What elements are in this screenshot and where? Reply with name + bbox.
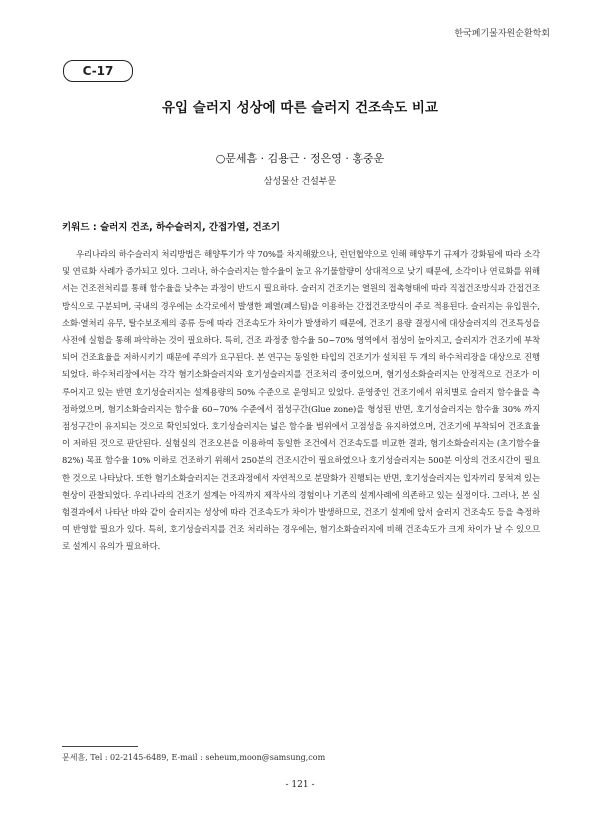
page-number: - 121 - — [285, 780, 315, 790]
author-list: ○문세흠 · 김용근 · 정은영 · 홍중운 — [215, 152, 385, 165]
footnote-contact: 문세흠, Tel : 02-2145-6489, E-mail : seheum,moon@samsung,com — [62, 753, 326, 762]
affiliation: 삼성물산 건설부문 — [263, 177, 337, 187]
footnote-rule — [62, 746, 138, 747]
paper-title: 유입 슬러지 성상에 따른 슬러지 건조속도 비교 — [162, 100, 438, 116]
paper-code-badge: C-17 — [63, 60, 133, 82]
journal-header: 한국폐기물자원순환학회 — [454, 29, 550, 39]
keywords-line: 키워드 : 슬러지 건조, 하수슬러지, 간접가열, 건조기 — [62, 222, 281, 233]
abstract-body: 우리나라의 하수슬러지 처리방법은 해양투기가 약 70%를 차지해왔으나, 런던협약으로 인해 해양투기 규제가 강화됨에 따라 소각 및 연료화 사례가 증가되고 있다. 그러나, 하수슬러지는 함수율이 높고 유기물함량이 상대적으로 낮기 때문에, 소각이나 연료화를 위해서는 건조전처리를 통해 함수율을 낮추는 과정이 반드시 필요하다. 슬러지 건조기는 열원의 접촉형태에 따라 직접건조방식과 간접건조방식으로 구분되며, 국내의 경우에는 소각로에서 발생한 폐열(폐스팀)을 이용하는 간접건조방식이 주로 적용된다. 슬러지는 유입원수, 소화·열처리 유무, 탈수보조제의 종류 등에 따라 건조속도가 차이가 발생하기 때문에, 건조기 용량 결정시에 대상슬러지의 건조특성을 사전에 실험을 통해 파악하는 것이 필요하다. 특히, 건조 과정중 함수율 50~70% 영역에서 점성이 높아지고, 슬러지가 건조기에 부착되어 건조효율을 저하시키기 때문에 주의가 요구된다. 본 연구는 동일한 타입의 건조기가 설치된 두 개의 하수처리장을 대상으로 진행되었다. 하수처리장에서는 각각 혐기소화슬러지와 호기성슬러지를 건조처리 중이었으며, 혐기성소화슬러지는 안정적으로 건조가 이루어지고 있는 반면 호기성슬러지는 설계용량의 50% 수준으로 운영되고 있었다. 운영중인 건조기에서 위치별로 슬러지 함수율을 측정하였으며, 혐기소화슬러지는 함수율 60~70% 수준에서 점성구간(Glue zone)을 형성된 반면, 호기성슬러지는 함수율 30% 까지 점성구간이 유지되는 것으로 확인되었다. 호기성슬러지는 넓은 함수율 범위에서 고점성을 유지하였으며, 건조기에 부착되어 건조효율이 저하된 것으로 판단된다. 실험실의 건조오븐을 이용하여 동일한 조건에서 건조속도를 비교한 결과, 혐기소화슬러지는 (초기함수율 82%) 목표 함수율 10% 이하로 건조하기 위해서 250분의 건조시간이 필요하였으나 호기성슬러지는 500분 이상의 건조시간이 필요한 것으로 나타났다. 또한 혐기소화슬러지는 건조과정에서 자연적으로 분말화가 진행되는 반면, 호기성슬러지는 입자끼리 뭉쳐져 있는 현상이 관찰되었다. 우리나라의 건조기 설계는 아직까지 제작사의 경험이나 기존의 설계사례에 의존하고 있는 실정이다. 그러나, 본 실험결과에서 나타난 바와 같이 슬러지는 성상에 따라 건조속도가 차이가 발생하므로, 건조기 설계에 앞서 슬러지 건조속도 등을 측정하여 반영할 필요가 있다. 특히, 호기성슬러지를 건조 처리하는 경우에는, 혐기소화슬러지에 비해 건조속도가 크게 차이가 날 수 있으므로 설계시 유의가 필요하다. — [62, 249, 540, 552]
